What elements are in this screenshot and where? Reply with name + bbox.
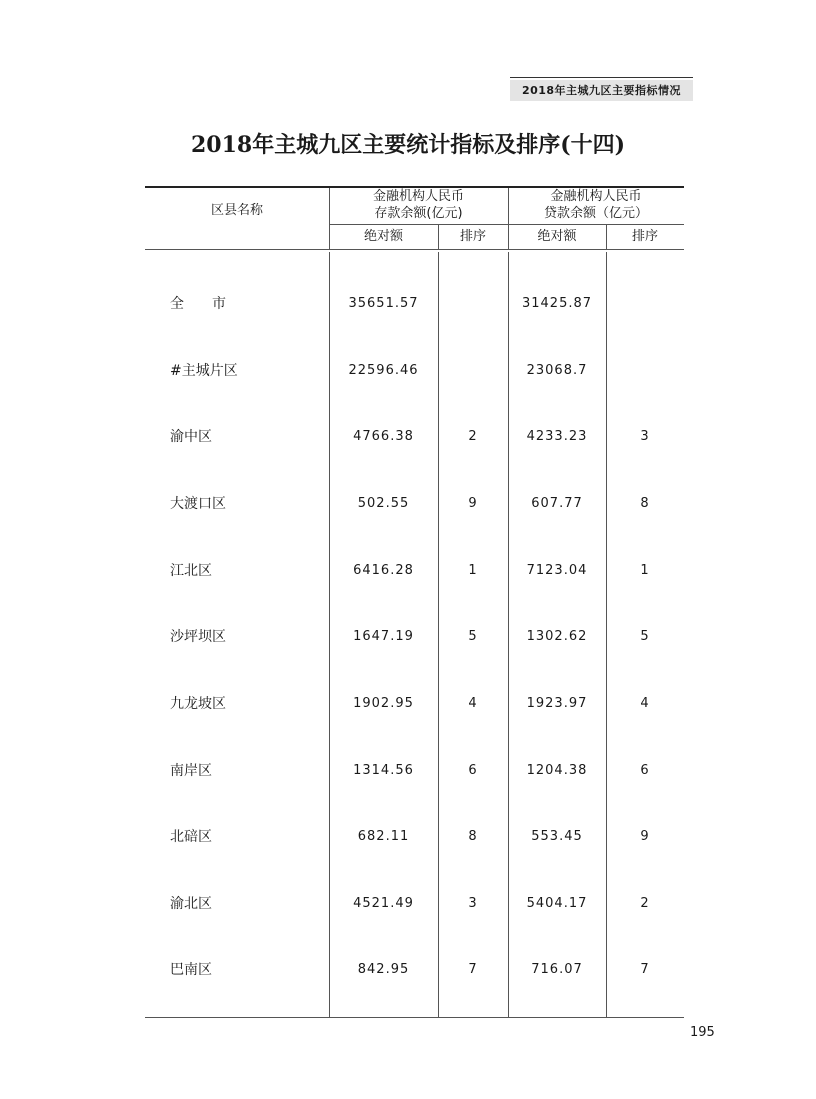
stats-table [145,186,684,1018]
district-name: 全 市 [170,296,226,312]
page-title: 2018年主城九区主要统计指标及排序(十四) [190,132,626,158]
loan-value: 5404.17 [526,896,588,911]
col-header-loan-line1: 金融机构人民币 [550,189,642,204]
subheader-abs-loan: 绝对额 [537,229,577,244]
deposit-value: 22596.46 [348,363,419,378]
deposit-rank: 4 [468,696,478,711]
deposit-value: 6416.28 [353,563,414,578]
loan-rank: 6 [640,763,650,778]
loan-value: 1923.97 [526,696,588,711]
deposit-rank: 7 [468,962,478,977]
table-row [145,627,684,647]
loan-rank: 5 [640,629,650,644]
loan-value: 1302.62 [526,629,588,644]
table-row [145,827,684,847]
deposit-value: 502.55 [357,496,410,511]
table-row [145,894,684,914]
subheader-abs-deposit: 绝对额 [363,229,403,244]
col-header-deposit [329,188,508,222]
col-header-deposit-line1: 金融机构人民币 [372,189,464,204]
deposit-rank: 2 [468,429,478,444]
col-header-loan [508,188,684,222]
loan-value: 4233.23 [526,429,588,444]
loan-rank: 4 [640,696,650,711]
table-row [145,761,684,781]
subheader-rank-deposit: 排序 [459,229,486,244]
page-number: 195 [690,1025,715,1040]
table-row [145,294,684,314]
deposit-value: 4766.38 [353,429,414,444]
table-row [145,427,684,447]
loan-rank: 2 [640,896,650,911]
deposit-rank: 8 [468,829,478,844]
table-bottom-rule [145,1017,684,1018]
loan-value: 607.77 [531,496,583,511]
loan-value: 31425.87 [521,296,593,311]
deposit-value: 35651.57 [348,296,419,311]
district-name: 巴南区 [170,962,212,978]
col-header-district: 区县名称 [210,203,263,218]
group-rule [329,224,684,225]
deposit-value: 842.95 [357,962,410,977]
table-row [145,561,684,581]
loan-rank: 1 [640,563,650,578]
loan-rank: 3 [640,429,650,444]
col-header-deposit-line2: 存款余额(亿元) [374,206,463,221]
district-name: 南岸区 [170,763,212,779]
district-name: 大渡口区 [170,496,226,512]
loan-value: 1204.38 [526,763,588,778]
header-rule [510,77,693,78]
header-bottom-rule [145,249,684,250]
district-name: #主城片区 [170,363,238,379]
section-tag: 2018年主城九区主要指标情况 [510,80,693,101]
district-name: 江北区 [170,563,212,579]
loan-value: 23068.7 [526,363,588,378]
table-row [145,494,684,514]
deposit-value: 4521.49 [353,896,414,911]
deposit-value: 682.11 [357,829,410,844]
table-row [145,960,684,980]
loan-rank: 9 [640,829,650,844]
deposit-rank: 1 [468,563,478,578]
deposit-value: 1647.19 [353,629,414,644]
loan-value: 553.45 [531,829,583,844]
table-row [145,361,684,381]
district-name: 渝中区 [170,429,212,445]
deposit-value: 1314.56 [353,763,414,778]
loan-rank: 7 [640,962,650,977]
district-name: 渝北区 [170,896,212,912]
deposit-rank: 5 [468,629,478,644]
deposit-value: 1902.95 [353,696,414,711]
deposit-rank: 3 [468,896,478,911]
loan-value: 7123.04 [526,563,588,578]
col-header-loan-line2: 贷款余额（亿元） [543,206,648,221]
district-name: 北碚区 [170,829,212,845]
district-name: 九龙坡区 [170,696,226,712]
deposit-rank: 6 [468,763,478,778]
deposit-rank: 9 [468,496,478,511]
loan-value: 716.07 [531,962,583,977]
district-name: 沙坪坝区 [170,629,226,645]
loan-rank: 8 [640,496,650,511]
table-row [145,694,684,714]
subheader-rank-loan: 排序 [631,229,658,244]
